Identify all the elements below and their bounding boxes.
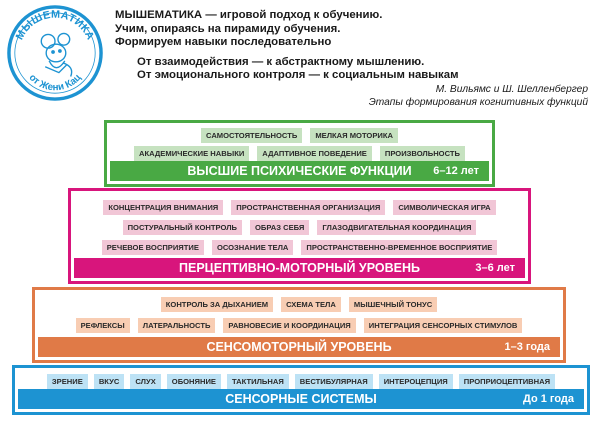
- tier-age: 3–6 лет: [475, 262, 515, 274]
- chip: ГЛАЗОДВИГАТЕЛЬНАЯ КООРДИНАЦИЯ: [317, 220, 476, 235]
- chip: СХЕМА ТЕЛА: [281, 297, 341, 312]
- chip: АДАПТИВНОЕ ПОВЕДЕНИЕ: [257, 146, 372, 161]
- header-sub-line-1: От взаимодействия — к абстрактному мышлению.: [137, 55, 425, 68]
- chip: МЕЛКАЯ МОТОРИКА: [310, 128, 398, 143]
- chip: ИНТЕРОЦЕПЦИЯ: [379, 374, 453, 389]
- tier-perceptual-motor: [68, 188, 531, 284]
- header-sub-line-2: От эмоционального контроля — к социальным навыкам: [137, 69, 459, 81]
- chip: ПРОИЗВОЛЬНОСТЬ: [380, 146, 465, 161]
- chip: РЕЧЕВОЕ ВОСПРИЯТИЕ: [102, 240, 204, 255]
- chip-row: [71, 240, 528, 255]
- chip-row: [71, 220, 528, 235]
- chip: ПРОСТРАНСТВЕННАЯ ОРГАНИЗАЦИЯ: [231, 200, 385, 215]
- chip-row: [107, 146, 492, 161]
- chip: ВКУС: [94, 374, 125, 389]
- tier-title-bar: [110, 161, 489, 181]
- chip: КОНЦЕНТРАЦИЯ ВНИМАНИЯ: [103, 200, 223, 215]
- tier-title: ПЕРЦЕПТИВНО-МОТОРНЫЙ УРОВЕНЬ: [179, 261, 420, 275]
- chip-row: [71, 200, 528, 215]
- tier-sensorimotor: [32, 287, 566, 363]
- chip: ОСОЗНАНИЕ ТЕЛА: [212, 240, 293, 255]
- tier-title: СЕНСОРНЫЕ СИСТЕМЫ: [225, 392, 377, 406]
- chip: МЫШЕЧНЫЙ ТОНУС: [349, 297, 437, 312]
- tier-title: СЕНСОМОТОРНЫЙ УРОВЕНЬ: [206, 340, 392, 354]
- tier-age: До 1 года: [522, 393, 574, 405]
- chip-row: [107, 128, 492, 143]
- chip-row: [15, 374, 587, 389]
- chip: ТАКТИЛЬНАЯ: [227, 374, 289, 389]
- tier-higher-functions: [104, 120, 495, 187]
- chip: ПОСТУРАЛЬНЫЙ КОНТРОЛЬ: [123, 220, 242, 235]
- chip-row: [35, 297, 563, 312]
- chip: ОБРАЗ СЕБЯ: [250, 220, 309, 235]
- tier-sensory-systems: [12, 365, 590, 415]
- chip-row: [35, 318, 563, 333]
- mouse-logo: [6, 4, 104, 102]
- chip: САМОСТОЯТЕЛЬНОСТЬ: [201, 128, 302, 143]
- tier-title: ВЫСШИЕ ПСИХИЧЕСКИЕ ФУНКЦИИ: [187, 164, 412, 178]
- tier-title-bar: [18, 389, 584, 409]
- chip: КОНТРОЛЬ ЗА ДЫХАНИЕМ: [161, 297, 273, 312]
- chip: ОБОНЯНИЕ: [167, 374, 221, 389]
- tier-title-bar: [74, 258, 525, 278]
- logo-arc-top: МЫШЕМАТИКА: [13, 8, 97, 42]
- source-author: М. Вильямс и Ш. Шелленбергер: [435, 84, 588, 95]
- header-text: [115, 9, 595, 83]
- logo-arc-bottom: от Жени Кац: [26, 72, 84, 94]
- chip: ПРОПРИОЦЕПТИВНАЯ: [459, 374, 555, 389]
- source-title: Этапы формирования когнитивных функций: [368, 96, 588, 108]
- chip: РАВНОВЕСИЕ И КООРДИНАЦИЯ: [223, 318, 355, 333]
- chip: АКАДЕМИЧЕСКИЕ НАВЫКИ: [134, 146, 249, 161]
- source-citation: [369, 84, 588, 109]
- chip: СИМВОЛИЧЕСКАЯ ИГРА: [393, 200, 495, 215]
- chip: РЕФЛЕКСЫ: [76, 318, 130, 333]
- chip: ИНТЕГРАЦИЯ СЕНСОРНЫХ СТИМУЛОВ: [364, 318, 523, 333]
- chip: ЗРЕНИЕ: [47, 374, 88, 389]
- tier-title-bar: [38, 337, 560, 357]
- header-line-3: Формируем навыки последовательно: [115, 36, 332, 48]
- header-line-2: Учим, опираясь на пирамиду обучения.: [115, 22, 341, 35]
- chip: СЛУХ: [130, 374, 160, 389]
- chip: ЛАТЕРАЛЬНОСТЬ: [138, 318, 216, 333]
- header-line-1: МЫШЕМАТИКА — игровой подход к обучению.: [115, 9, 383, 21]
- chip: ПРОСТРАНСТВЕННО-ВРЕМЕННОЕ ВОСПРИЯТИЕ: [301, 240, 497, 255]
- chip: ВЕСТИБУЛЯРНАЯ: [295, 374, 373, 389]
- tier-age: 6–12 лет: [433, 165, 479, 177]
- tier-age: 1–3 года: [504, 341, 550, 353]
